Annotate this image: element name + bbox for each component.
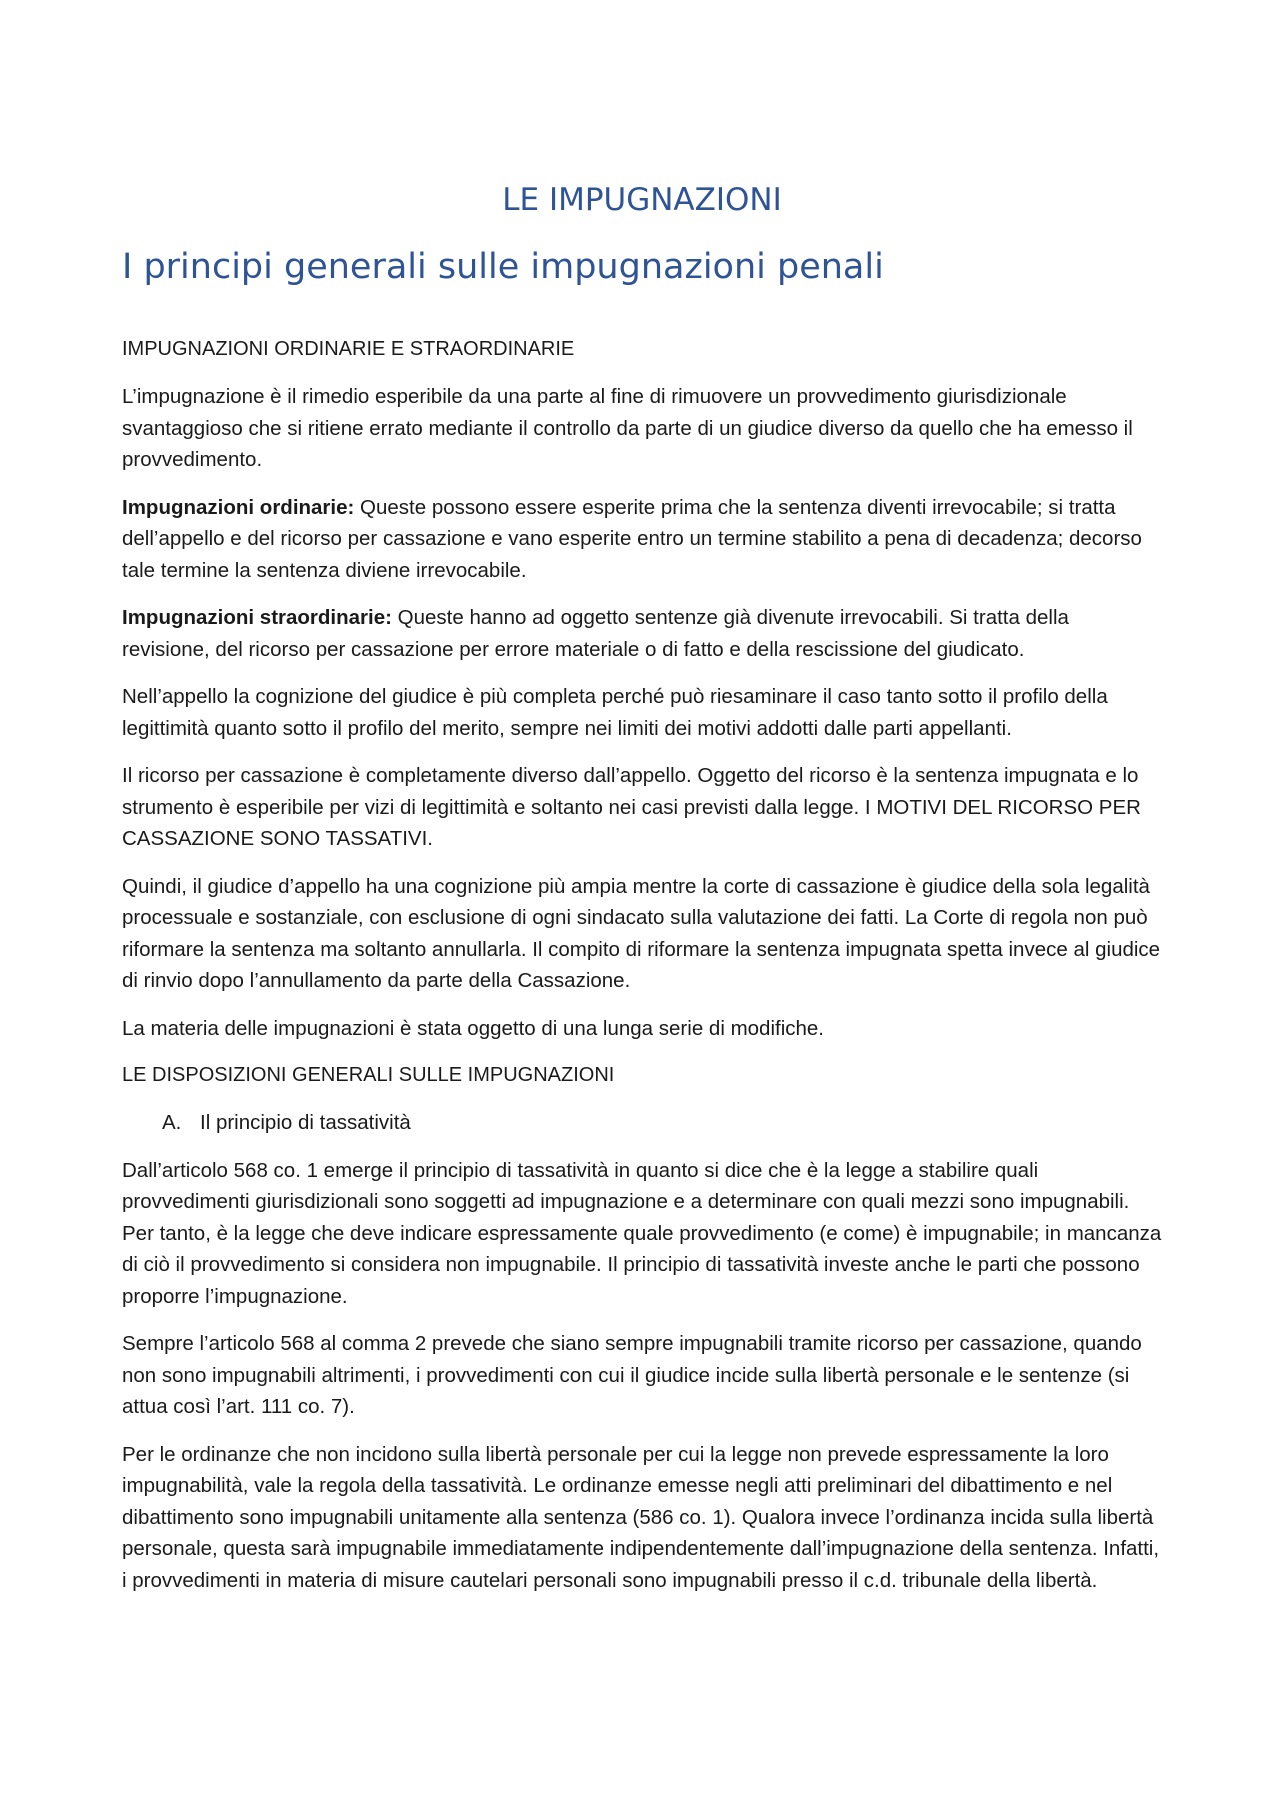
- paragraph-ordinary-label: Impugnazioni ordinarie:: [122, 495, 355, 519]
- paragraph-extraordinary: [122, 602, 1162, 665]
- paragraph-article-568: Sempre l’articolo 568 al comma 2 prevede che siano sempre impugnabili tramite ricorso per cassazione, quando non sono impugnabili altrimenti, i provvedimenti con cui il giudice incide sulla libertà personale e le sentenze (si attua così l’art. 111 co. 7).: [122, 1332, 1142, 1418]
- list-item-a-marker: A.: [162, 1111, 182, 1134]
- paragraph-ordinanze: Per le ordinanze che non incidono sulla libertà personale per cui la legge non prevede espressamente la loro impugnabilità, vale la regola della tassatività. Le ordinanze emesse negli atti preliminari del dibattimento e nel dibattimento sono impugnabili unitamente alla sentenza (586 co. 1). Qualora invece l’ordinanza incida sulla libertà personale, questa sarà impugnabile immediatamente indipendentemente dall’impugnazione della sentenza. Infatti, i provvedimenti in materia di misure cautelari personali sono impugnabili presso il c.d. tribunale della libertà.: [122, 1442, 1160, 1592]
- paragraph-extraordinary-label: Impugnazioni straordinarie:: [122, 606, 392, 629]
- section-title-general-provisions: LE DISPOSIZIONI GENERALI SULLE IMPUGNAZIONI: [122, 1064, 615, 1086]
- document-title: LE IMPUGNAZIONI: [502, 182, 782, 218]
- section-title-ordinary-extraordinary: IMPUGNAZIONI ORDINARIE E STRAORDINARIE: [122, 338, 575, 360]
- paragraph-extraordinary-text: Queste hanno ad oggetto sentenze già divenute irrevocabili. Si tratta della revisione, del ricorso per cassazione per errore materiale o di fatto e della rescissione del giudicato.: [122, 606, 1069, 661]
- list-item-a: [162, 1107, 1162, 1139]
- paragraph-tassativita: Dall’articolo 568 co. 1 emerge il principio di tassatività in quanto si dice che è la legge a stabilire quali provvedimenti giurisdizionali sono soggetti ad impugnazione e a determinare con quali mezzi sono impugnabili. Per tanto, è la legge che deve indicare espressamente quale provvedimento (e come) è impugnabile; in mancanza di ciò il provvedimento si considera non impugnabile. Il principio di tassatività investe anche le parti che possono proporre l’impugnazione.: [122, 1158, 1162, 1308]
- paragraph-ordinary-text: Queste possono essere esperite prima che la sentenza diventi irrevocabile; si tratta dell’appello e del ricorso per cassazione e vano esperite entro un termine stabilito a pena di decadenza; decorso tale termine la sentenza diviene irrevocabile.: [122, 495, 1142, 582]
- paragraph-reforms: La materia delle impugnazioni è stata oggetto di una lunga serie di modifiche.: [122, 1016, 824, 1040]
- list-item-a-text: Il principio di tassatività: [200, 1111, 411, 1134]
- paragraph-ordinary: [122, 492, 1162, 587]
- paragraph-comparison: Quindi, il giudice d’appello ha una cognizione più ampia mentre la corte di cassazione è giudice della sola legalità processuale e sostanziale, con esclusione di ogni sindacato sulla valutazione dei fatti. La Corte di regola non può riformare la sentenza ma soltanto annullarla. Il compito di riformare la sentenza impugnata spetta invece al giudice di rinvio dopo l’annullamento da parte della Cassazione.: [122, 874, 1161, 992]
- paragraph-definition: L’impugnazione è il rimedio esperibile da una parte al fine di rimuovere un provvedimento giurisdizionale svantaggioso che si ritiene errato mediante il controllo da parte di un giudice diverso da quello che ha emesso il provvedimento.: [122, 385, 1133, 471]
- paragraph-cassation: Il ricorso per cassazione è completamente diverso dall’appello. Oggetto del ricorso è la sentenza impugnata e lo strumento è esperibile per vizi di legittimità e soltanto nei casi previsti dalla legge. I MOTIVI DEL RICORSO PER CASSAZIONE SONO TASSATIVI.: [122, 764, 1141, 850]
- section-heading: I principi generali sulle impugnazioni penali: [122, 247, 884, 287]
- document-page: [122, 180, 1162, 1612]
- paragraph-appeal: Nell’appello la cognizione del giudice è più completa perché può riesaminare il caso tanto sotto il profilo della legittimità quanto sotto il profilo del merito, sempre nei limiti dei motivi addotti dalle parti appellanti.: [122, 685, 1108, 740]
